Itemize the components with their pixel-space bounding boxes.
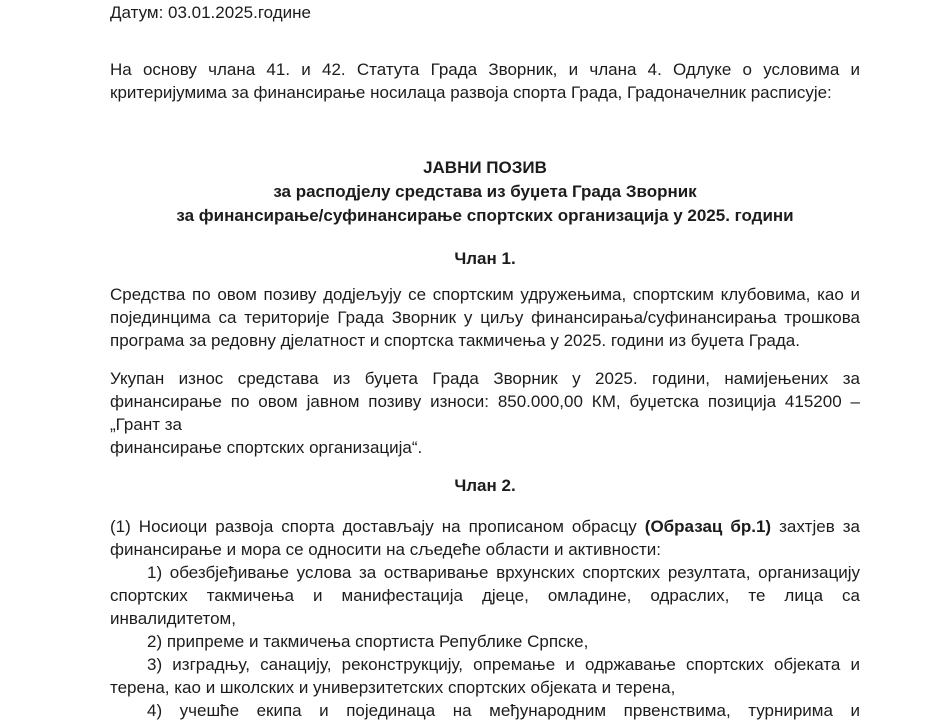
article-2-paragraph-1 xyxy=(110,515,860,561)
article-2-item-3: 3) изградњу, санацију, реконструкцију, опремање и одржавање спортских објеката и терена, као и школских и универзитетских спортских објеката и терена, xyxy=(110,655,860,697)
article-1-paragraph-2 xyxy=(110,367,860,459)
article-2-item-1: 1) обезбјеђивање услова за остваривање врхунских спортских резултата, организацију спортских такмичења и манифестација дјеце, омладине, одраслих, те лица са инвалидитетом, xyxy=(110,563,860,628)
article-2-paragraph-1-prefix: (1) Носиоци развоја спорта достављају на прописаном обрасцу xyxy=(110,517,645,536)
date-line: Датум: 03.01.2025.године xyxy=(110,3,311,22)
preamble-paragraph: На основу члана 41. и 42. Статута Града Зворник, и члана 4. Одлуке о условима и критеријумима за финансирање носилаца развоја спорта Града, Градоначелник расписује: xyxy=(110,60,860,102)
article-1-paragraph-1: Средства по овом позиву додјељују се спортским удружењима, спортским клубовима, као и појединцима са територије Града Зворник у циљу финансирања/суфинансирања трошкова програма за редовну дјелатност и спортска такмичења у 2025. години из буџета Града. xyxy=(110,285,860,350)
article-2-heading: Члан 2. xyxy=(454,476,516,495)
article-1-heading: Члан 1. xyxy=(454,249,516,268)
article-2-paragraph-1-bold-form-reference: (Образац бр.1) xyxy=(644,517,772,536)
document-title-block xyxy=(110,156,860,228)
article-2-item-4: 4) учешће екипа и појединаца на међународним првенствима, турнирима и xyxy=(147,701,860,720)
article-2-paragraph-1-suffix: захтјев за финансирање и мора се односити на сљедеће области и активности: xyxy=(110,517,860,559)
title-subtitle-1: за расподјелу средстава из буџета Града Зворник xyxy=(273,182,697,201)
title-main: ЈАВНИ ПОЗИВ xyxy=(423,158,547,177)
title-subtitle-2: за финансирање/суфинансирање спортских организација у 2025. години xyxy=(176,206,794,225)
article-1-paragraph-2-line-2: финансирање спортских организација“. xyxy=(110,438,423,457)
article-2-item-2: 2) припреме и такмичења спортиста Републике Српске, xyxy=(147,632,589,651)
article-1-paragraph-2-line-1: Укупан износ средстава из буџета Града Зворник у 2025. години, намијењених за финансирање по овом јавном позиву износи: 850.000,00 КМ, буџетска позиција 415200 – „Грант за xyxy=(110,369,860,434)
